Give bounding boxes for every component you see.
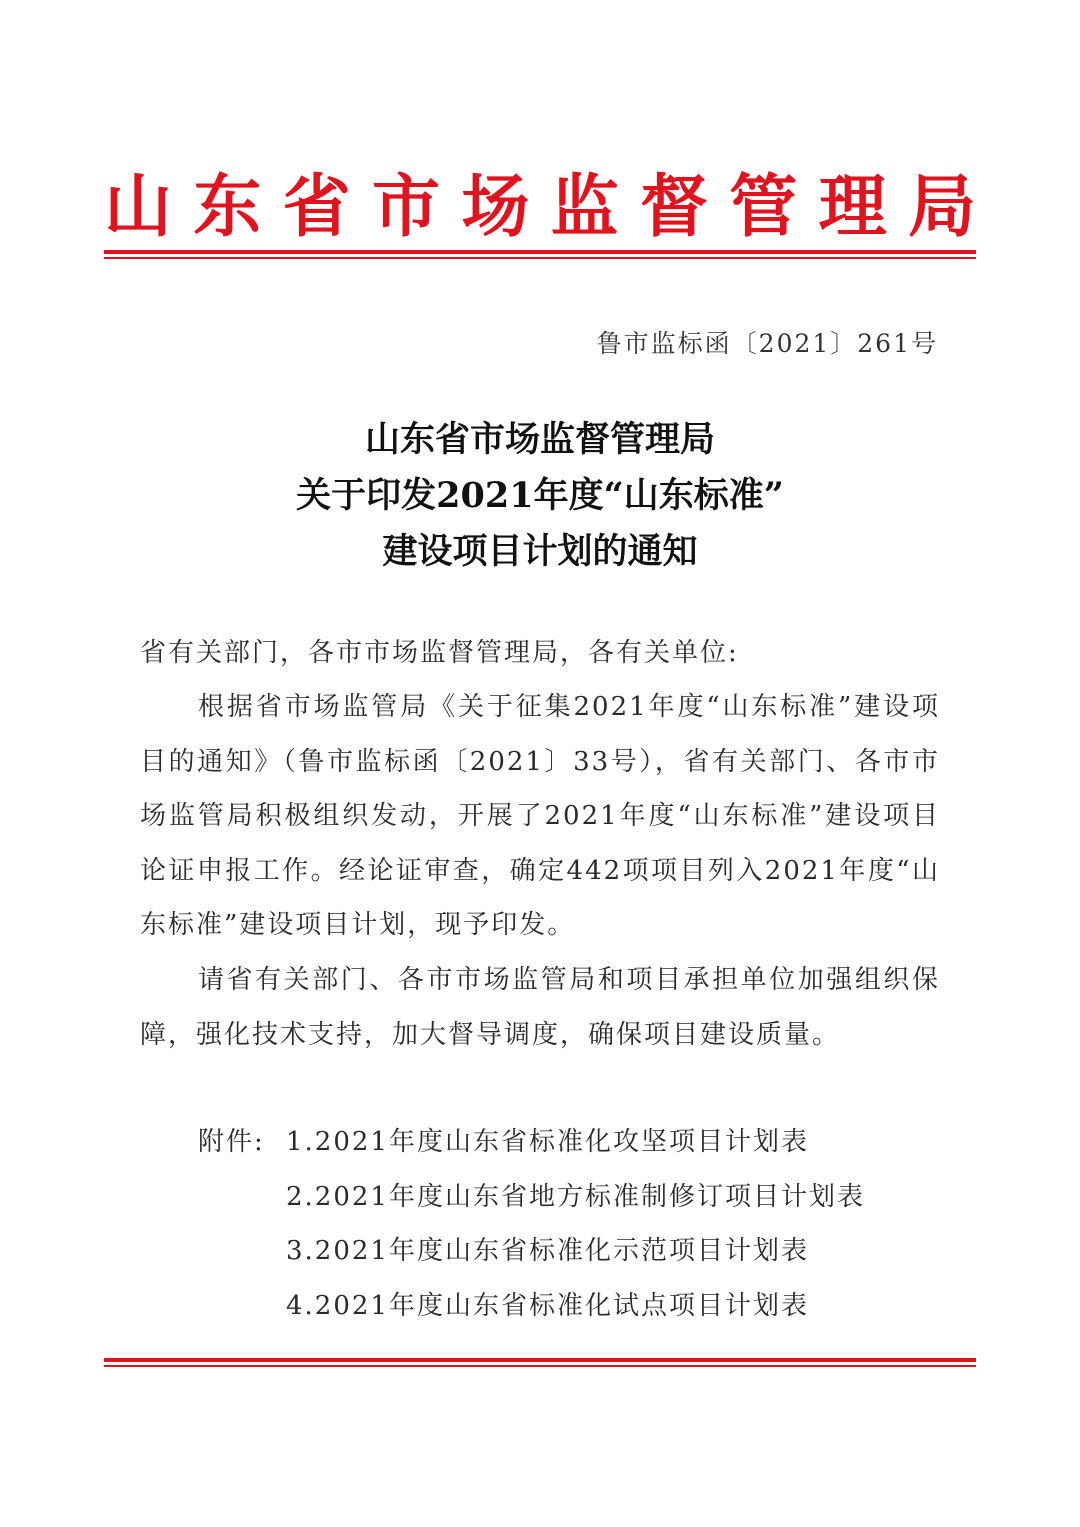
attachments-label: 附件: <box>198 1127 265 1157</box>
attachment-item: 1.2021年度山东省标准化攻坚项目计划表 <box>286 1127 809 1157</box>
masthead-char: 山 <box>104 168 173 247</box>
red-divider-bottom <box>104 1358 976 1367</box>
attachment-item: 4.2021年度山东省标准化试点项目计划表 <box>286 1290 809 1321</box>
masthead-char: 督 <box>639 168 708 247</box>
masthead <box>104 168 976 248</box>
masthead-char: 监 <box>550 168 619 247</box>
salutation: 省有关部门，各市市场监督管理局，各有关单位: <box>140 638 739 668</box>
title-line-1: 山东省市场监督管理局 <box>364 419 715 460</box>
masthead-char: 管 <box>729 168 798 247</box>
title-line-3: 建设项目计划的通知 <box>382 531 698 572</box>
document-number: 鲁市监标函〔2021〕261号 <box>596 329 938 358</box>
masthead-char: 东 <box>193 168 262 247</box>
attachments-list <box>198 1115 865 1333</box>
masthead-char: 省 <box>282 168 351 247</box>
masthead-char: 局 <box>907 168 976 247</box>
red-divider-top <box>104 250 976 259</box>
masthead-char: 市 <box>371 168 440 247</box>
attachment-row <box>198 1224 865 1279</box>
attachment-row <box>198 1279 865 1334</box>
masthead-char: 场 <box>461 168 530 247</box>
paragraph-2: 请省有关部门、各市市场监管局和项目承担单位加强组织保障，强化技术支持，加大督导调度，确保项目建设质量。 <box>140 965 940 1050</box>
attachment-row <box>198 1115 865 1170</box>
attachment-item: 3.2021年度山东省标准化示范项目计划表 <box>286 1236 809 1266</box>
document-title <box>0 412 1080 580</box>
attachment-item: 2.2021年度山东省地方标准制修订项目计划表 <box>286 1181 865 1212</box>
masthead-char: 理 <box>818 168 887 247</box>
paragraph-1: 根据省市场监管局《关于征集2021年度“山东标准”建设项目的通知》（鲁市监标函〔2021〕33号），省有关部门、各市市场监管局积极组织发动，开展了2021年度“山东标准”建设项目论证申报工作。经论证审查，确定442项项目列入2021年度“山东标准”建设项目计划，现予印发。 <box>140 692 940 940</box>
attachment-row <box>198 1170 865 1225</box>
title-line-2: 关于印发2021年度“山东标准” <box>296 475 784 516</box>
